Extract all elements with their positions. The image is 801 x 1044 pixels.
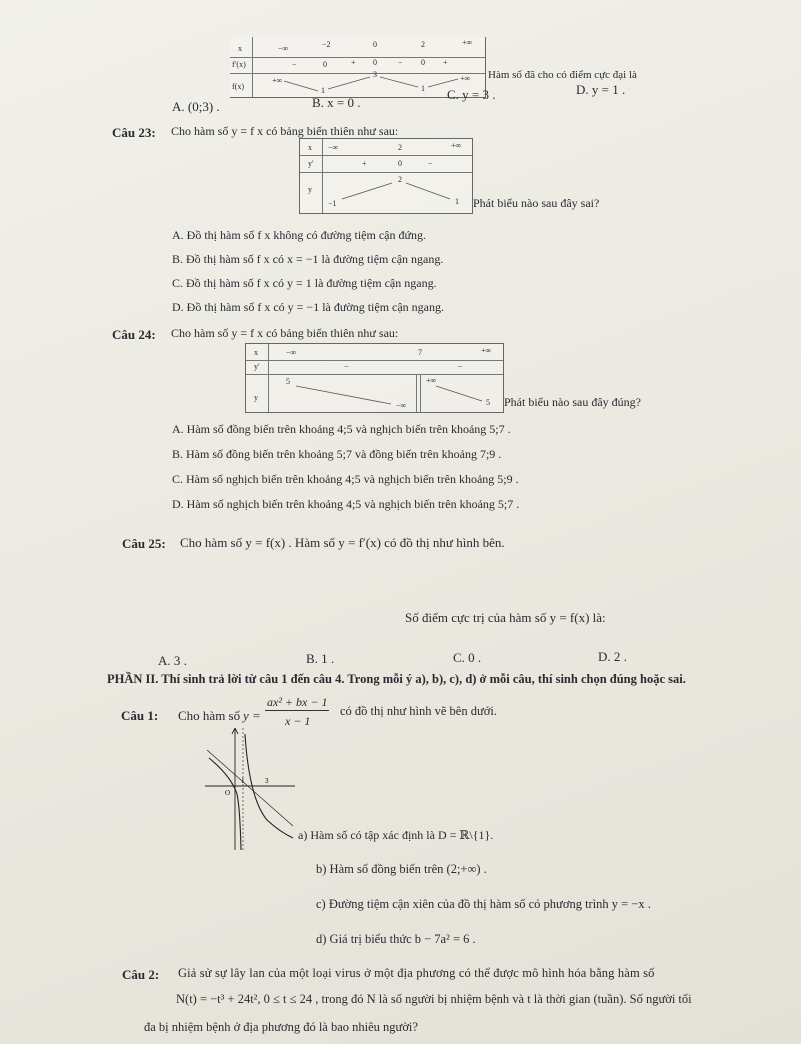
part2-c1-item-b[interactable]: b) Hàm số đồng biến trên (2;+∞) . [316,862,487,876]
part2-c2-line2: N(t) = −t³ + 24t², 0 ≤ t ≤ 24 , trong đó N là số người bị nhiệm bệnh và t là thời gian (tuần). Số người tối [176,992,692,1006]
q23-table-y-label: y [308,185,312,194]
top-table-f-d: 1 [421,84,425,93]
top-table-fp-s4: + [443,58,448,67]
q23-table-arrows [300,139,472,213]
part2-c1-item-c[interactable]: c) Đường tiệm cận xiên của đồ thị hàm số có phương trình y = −x . [316,897,651,911]
top-table-f-e: +∞ [460,74,471,83]
part2-c1-graph-tick-3: 3 [265,777,269,785]
q24-table-y-5left: 5 [286,377,290,386]
top-table-fp-z2: 0 [373,58,377,67]
top-table-x-0: 0 [373,40,377,49]
part2-c1-prefix: Cho hàm số [178,708,241,723]
top-table-fp-s1: − [292,60,297,69]
q22-option-b[interactable]: B. x = 0 . [312,95,361,110]
q23-option-c[interactable]: C. Đồ thị hàm số f x có y = 1 là đường tiệm cận ngang. [172,276,437,290]
q23-tail: Phát biểu nào sau đây sai? [473,196,600,210]
top-table-x-label: x [238,44,242,53]
part2-c1-y: y = [243,708,261,723]
part2-c1-suffix: có đồ thị như hình vẽ bên dưới. [340,704,497,718]
q24-table-y-neginf: −∞ [396,401,407,410]
part2-c2-line1: Giả sử sự lây lan của một loại virus ở một địa phương có thể được mô hình hóa bằng hàm số [178,966,655,980]
q25-sub: Số điểm cực trị của hàm số y = f(x) là: [405,610,606,625]
q25-option-b[interactable]: B. 1 . [306,651,335,666]
q23-table-y-top: 2 [398,175,402,184]
q23-table-x-neginf: −∞ [328,143,339,152]
q25-option-c[interactable]: C. 0 . [453,650,482,665]
q23-option-d[interactable]: D. Đồ thị hàm số f x có y = −1 là đường tiệm cận ngang. [172,300,445,314]
q23-stem: Cho hàm số y = f x có bảng biến thiên như sau: [171,124,399,138]
part2-c1-item-d[interactable]: d) Giá trị biểu thức b − 7a² = 6 . [316,932,476,946]
q22-option-d[interactable]: D. y = 1 . [576,82,626,97]
q23-option-b[interactable]: B. Đồ thị hàm số f x có x = −1 là đường tiệm cận ngang. [172,252,444,266]
q24-option-d[interactable]: D. Hàm số nghịch biến trên khoảng 4;5 và nghịch biến trên khoảng 5;7 . [172,497,520,511]
q23-table-yp-zero: 0 [398,159,402,168]
q23-table-y-right: 1 [455,197,459,206]
q23-option-a[interactable]: A. Đồ thị hàm số f x không có đường tiệm cận đứng. [172,228,426,242]
q23-table-yp-minus: − [428,159,433,168]
part2-c2-line3: đa bị nhiệm bệnh ở địa phương đó là bao nhiêu người? [144,1020,418,1034]
q24-table-x-posinf: +∞ [481,346,492,355]
top-table-fp-s3: − [398,58,403,67]
q23-table-x-label: x [308,143,312,152]
q23-table-y-left: −1 [328,199,337,208]
top-table-fp-label: f′(x) [232,60,246,69]
q24-label: Câu 24: [112,327,156,342]
part2-c2-label: Câu 2: [122,967,160,982]
q24-table-y-label: y [254,393,258,402]
top-table-f-label: f(x) [232,82,244,91]
part2-c1-item-a[interactable]: a) Hàm số có tập xác định là D = ℝ\{1}. [298,828,494,842]
q23-table-x-posinf: +∞ [451,141,462,150]
top-table-x-posinf: +∞ [462,38,473,47]
top-table-f-c: 3 [373,70,377,79]
q25-label: Câu 25: [122,536,166,551]
q23-table-x-2: 2 [398,143,402,152]
top-table-x-m2: −2 [322,40,331,49]
q24-table-yp-minus1: − [344,362,349,371]
top-table-tail-text: Hàm số đã cho có điểm cực đại là [488,69,637,81]
q22-option-c[interactable]: C. y = 3 . [447,87,496,102]
q24-table-yp-minus2: − [458,362,463,371]
q24-option-b[interactable]: B. Hàm số đồng biến trên khoảng 5;7 và đồng biến trên khoảng 7;9 . [172,447,502,461]
top-table-fp-z1: 0 [323,60,327,69]
part2-c1-label: Câu 1: [121,708,159,723]
q23-table-yp-label: y′ [308,159,314,168]
q24-table-x-label: x [254,348,258,357]
q24-option-c[interactable]: C. Hàm số nghịch biến trên khoảng 4;5 và nghịch biến trên khoảng 5;9 . [172,472,519,486]
q23-variation-table [299,138,473,214]
top-table-fp-z3: 0 [421,58,425,67]
q24-table-y-5right: 5 [486,398,490,407]
q23-table-yp-plus: + [362,159,367,168]
q24-table-x-7: 7 [418,348,422,357]
part2-c1-graph [205,728,295,850]
top-table-f-b: 1 [321,86,325,95]
q23-label: Câu 23: [112,125,156,140]
q25-option-d[interactable]: D. 2 . [598,649,627,664]
q24-table-arrows [246,344,503,412]
q24-tail: Phát biểu nào sau đây đúng? [504,395,641,409]
q24-table-x-neginf: −∞ [286,348,297,357]
q24-table-y-posinf: +∞ [426,376,437,385]
part2-heading: PHẦN II. Thí sinh trả lời từ câu 1 đến câu 4. Trong mỗi ý a), b), c), d) ở mỗi câu, thí sinh chọn đúng hoặc sai. [107,672,686,686]
q24-option-a[interactable]: A. Hàm số đồng biến trên khoảng 4;5 và nghịch biến trên khoảng 5;7 . [172,422,511,436]
q25-stem: Cho hàm số y = f(x) . Hàm số y = f′(x) có đồ thị như hình bên. [180,535,505,550]
top-table-f-a: +∞ [272,76,283,85]
part2-c1-graph-tick-1: 1 [241,777,245,785]
q22-option-a[interactable]: A. (0;3) . [172,99,220,114]
top-table-x-2: 2 [421,40,425,49]
top-table-x-neginf: −∞ [278,44,289,53]
q24-table-yp-label: y′ [254,362,260,371]
q24-stem: Cho hàm số y = f x có bảng biến thiên như sau: [171,326,399,340]
part2-c1-numerator: ax² + bx − 1 [267,695,328,709]
part2-c1-graph-origin: O [225,789,231,797]
q25-option-a[interactable]: A. 3 . [158,653,187,668]
part2-c1-denominator: x − 1 [285,714,311,728]
top-table-fp-s2: + [351,58,356,67]
q24-variation-table [245,343,504,413]
